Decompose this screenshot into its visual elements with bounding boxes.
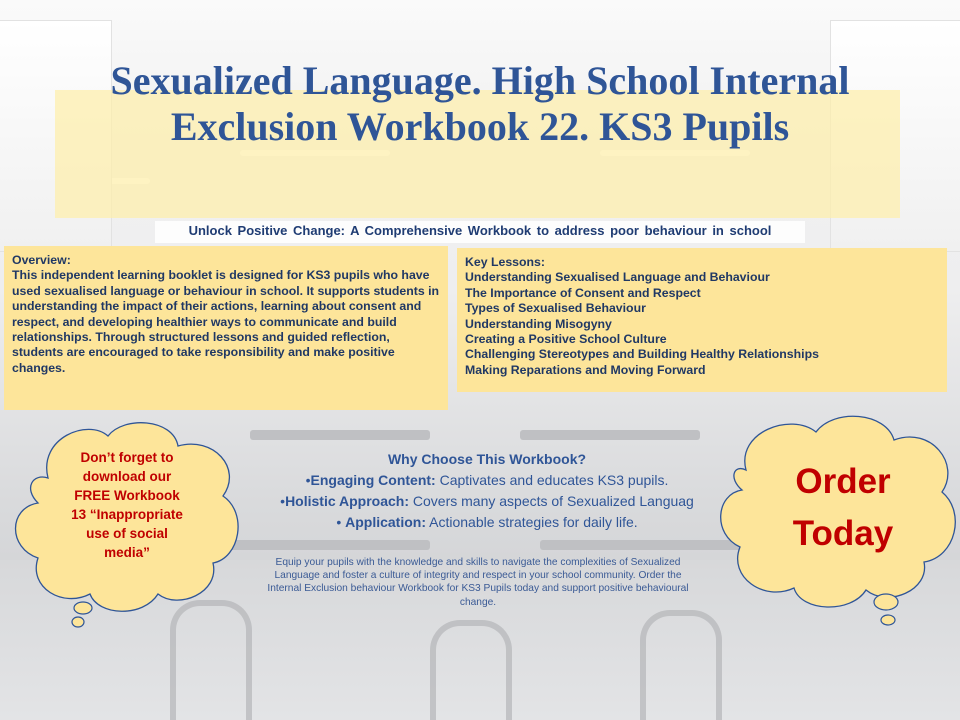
benefit-text: Actionable strategies for daily life. [426,514,638,530]
why-choose-section [222,449,752,533]
overview-heading: Overview: [12,253,71,267]
chair [430,620,512,720]
cloud-line: Don’t forget to [80,450,174,465]
order-today-cloud[interactable] [716,412,960,634]
subtitle: Unlock Positive Change: A Comprehensive Workbook to address poor behaviour in school [155,221,805,243]
order-today-text [758,456,928,560]
cloud-line: Order [795,462,891,501]
list-item: Understanding Misogyny [465,316,612,331]
benefit-label: Application: [345,514,426,530]
list-item: Types of Sexualised Behaviour [465,301,646,316]
list-item: Challenging Stereotypes and Building Healthy Relationships [465,347,819,362]
list-item: Creating a Positive School Culture [465,332,667,347]
key-lessons-list [465,270,939,378]
closing-paragraph: Equip your pupils with the knowledge and skills to navigate the complexities of Sexualized Language and foster a culture of integrity and respect in your school community. Order the Internal Exclusion behaviour Workbook for KS3 Pupils today and support positive behavioural change. [267,557,689,608]
chair [640,610,722,720]
list-item: Understanding Sexualised Language and Behaviour [465,270,770,285]
overview-body: This independent learning booklet is designed for KS3 pupils who have used sexualised language or behaviour in school. It supports students in understanding the impact of their actions, learning about consent and respect, and developing healthier ways to communicate and build relationships. Through structured lessons and guided reflection, students are encouraged to take responsibility and make positive changes. [12,268,440,375]
cloud-line: FREE Workbook [74,488,180,503]
benefit-label: Holistic Approach: [285,493,409,509]
cloud-line: use of social [86,526,168,541]
why-choose-heading: Why Choose This Workbook? [387,451,587,467]
free-workbook-text [42,448,212,562]
bullet: • [305,472,311,488]
benefit-item [222,512,752,533]
cloud-line: Today [792,514,894,553]
desk [520,430,700,440]
page-title: Sexualized Language. High School Internal Exclusion Workbook 22. KS3 Pupils [110,58,850,149]
benefit-item [222,470,752,491]
benefit-text: Captivates and educates KS3 pupils. [435,472,669,488]
desk [250,430,430,440]
cloud-line: download our [82,469,172,484]
key-lessons-heading: Key Lessons: [465,255,545,269]
list-item: Making Reparations and Moving Forward [465,362,706,377]
bullet: • [336,514,346,530]
free-workbook-cloud[interactable] [8,418,238,638]
benefit-text: Covers many aspects of Sexualized Languag [409,493,694,509]
benefit-item [222,491,752,512]
list-item: The Importance of Consent and Respect [465,285,701,300]
cloud-line: media” [104,545,150,560]
overview-panel [4,246,448,410]
bullet: • [280,493,286,509]
cloud-line: 13 “Inappropriate [71,507,183,522]
benefit-label: Engaging Content: [310,472,436,488]
key-lessons-panel [457,248,947,392]
